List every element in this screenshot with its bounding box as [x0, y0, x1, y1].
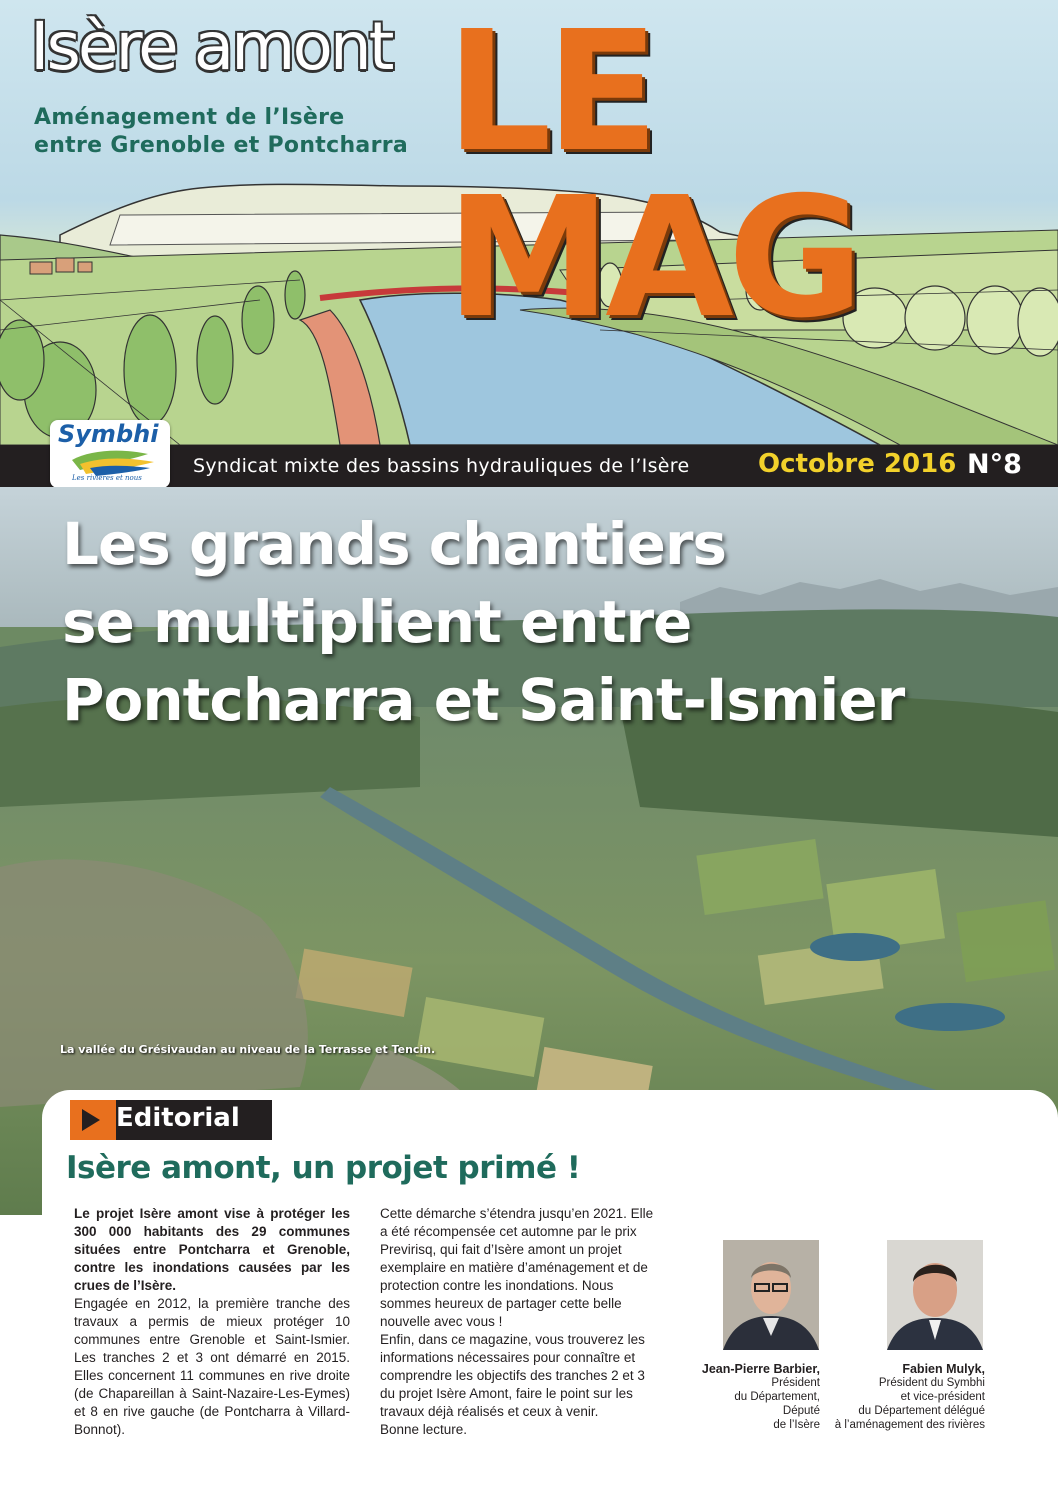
issue-number: N°8 — [967, 449, 1022, 480]
signatory-title-line: de l’Isère — [773, 1419, 820, 1431]
editorial-title: Isère amont, un projet primé ! — [66, 1150, 581, 1186]
play-arrow-icon — [70, 1100, 116, 1140]
subtitle-line-2: entre Grenoble et Pontcharra — [34, 133, 409, 158]
signatory-mulyk — [820, 1362, 985, 1432]
signatory-name: Jean-Pierre Barbier, — [701, 1362, 820, 1376]
editorial-column-1 — [74, 1205, 350, 1439]
magazine-brand-title: Isère amont — [30, 8, 392, 85]
organisation-name: Syndicat mixte des bassins hydrauliques de l’Isère — [193, 455, 690, 477]
signatory-title-line: et vice-président — [900, 1391, 985, 1403]
editorial-paragraph: Enfin, dans ce magazine, vous trouverez les informations nécessaires pour connaître et comprendre les objectifs des tranches 2 et 3 du projet Isère Amont, faire le point sur les travaux déjà réalisés et ceux à venir. — [380, 1332, 645, 1419]
symbhi-logo-word: Symbhi — [58, 420, 159, 448]
signatory-title-line: du Département, — [734, 1391, 820, 1403]
signatory-name: Fabien Mulyk, — [902, 1362, 985, 1376]
editorial-paragraph: Cette démarche s’étendra jusqu’en 2021. Elle a été récompensée cet automne par le prix Previrisq, qui fait d’Isère amont un projet exemplaire en matière d’aménagement et de protection contre les inondations. Nous sommes heureux de partager cette belle nouvelle avec vous ! — [380, 1206, 654, 1329]
cover-headline — [62, 505, 904, 739]
signatory-title-line: Président — [771, 1377, 820, 1389]
signatory-title-line: du Département délégué — [858, 1405, 985, 1417]
signatory-title-line: Président du Symbhi — [878, 1377, 985, 1389]
le-mag-title: LE MAG — [446, 0, 858, 355]
issue-date: Octobre 2016 — [758, 449, 957, 479]
editorial-signoff: Bonne lecture. — [380, 1422, 468, 1437]
editorial-label: Editorial — [116, 1103, 240, 1133]
portrait-image — [723, 1240, 819, 1350]
magazine-subtitle — [34, 104, 408, 160]
headline-line-1: Les grands chantiers — [62, 510, 726, 578]
editorial-lead: Le projet Isère amont vise à protéger les 300 000 habitants des 29 communes situées entre Pontcharra et Grenoble, contre les inondations causées par les crues de l’Isère. — [74, 1206, 350, 1293]
subtitle-line-1: Aménagement de l’Isère — [34, 105, 345, 130]
portrait-photo — [723, 1240, 819, 1350]
photo-caption: La vallée du Grésivaudan au niveau de la Terrasse et Tencin. — [60, 1043, 436, 1056]
editorial-paragraph: Engagée en 2012, la première tranche des travaux a permis de mieux protéger 10 communes entre Grenoble et Saint-Ismier. Les tranches 2 et 3 ont démarré en 2015. Elles concernent 11 communes en rive droite (de Chapareillan à Saint-Nazaire-Les-Eymes) et 8 en rive gauche (de Pontcharra à Villard-Bonnot). — [74, 1296, 350, 1437]
symbhi-logo-tagline: Les rivières et nous — [72, 474, 142, 482]
editorial-column-2 — [380, 1205, 660, 1439]
symbhi-logo — [50, 420, 170, 488]
signatory-title-line: Député — [782, 1405, 820, 1417]
signatory-barbier — [660, 1362, 820, 1432]
cover-illustration — [0, 0, 1058, 445]
portrait-photo — [887, 1240, 983, 1350]
portrait-image — [887, 1240, 983, 1350]
headline-line-3: Pontcharra et Saint-Ismier — [62, 666, 905, 734]
headline-line-2: se multiplient entre — [62, 588, 692, 656]
signatory-title-line: à l’aménagement des rivières — [834, 1419, 985, 1431]
